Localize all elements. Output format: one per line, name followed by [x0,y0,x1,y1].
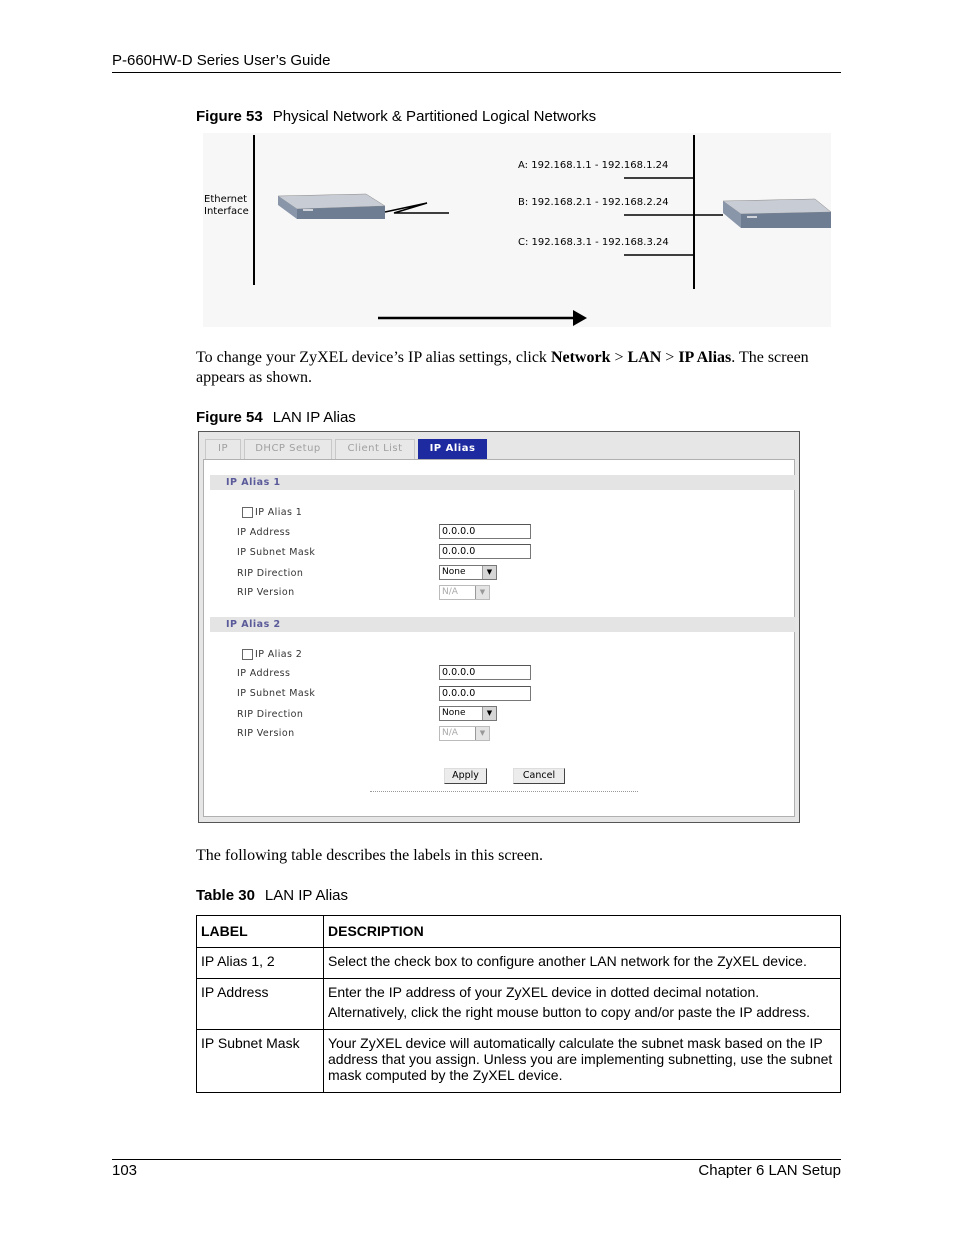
column-header-label: LABEL [197,916,324,948]
network-a-label: A: 192.168.1.1 - 192.168.1.24 [518,160,669,171]
lan-ip-alias-screen [198,431,800,823]
row-description [324,948,841,979]
row-description [324,1030,841,1093]
description-text: Your ZyXEL device will automatically calculate the subnet mask based on the IP address that you assign. Unless you are implementing subnetting, use the subnet mask computed by the ZyXEL device. [328,1035,833,1083]
running-header: P-660HW-D Series User’s Guide [112,52,331,69]
ip-alias-2-checkbox[interactable] [242,649,253,660]
ip-alias-1-ip-address-input[interactable]: 0.0.0.0 [439,524,531,539]
tab-ip-alias[interactable]: IP Alias [418,439,487,460]
figure-54-label: Figure 54 [196,409,263,426]
ip-alias-panel [203,459,795,817]
intro-paragraph [196,348,841,388]
table-intro-text: The following table describes the labels in this screen. [196,847,544,864]
menu-ip-alias: IP Alias [678,349,732,366]
ip-alias-2-checkbox-label: IP Alias 2 [255,649,303,660]
figure-53-title: Physical Network & Partitioned Logical Networks [272,108,597,125]
right-router-icon [723,199,831,228]
ip-address-label: IP Address [237,668,291,679]
page-number: 103 [112,1162,138,1179]
row-label: IP Alias 1, 2 [197,948,324,979]
ip-alias-2-ip-address-input[interactable]: 0.0.0.0 [439,665,531,680]
header-rule [112,72,841,73]
ip-alias-2-rip-direction-select[interactable] [439,706,497,721]
rip-version-label: RIP Version [237,728,295,739]
column-header-description: DESCRIPTION [324,916,841,948]
rip-version-label: RIP Version [237,587,295,598]
apply-button[interactable]: Apply [444,768,487,784]
chevron-down-icon: ▼ [482,566,496,579]
table-30-label: Table 30 [196,887,255,904]
chevron-down-icon: ▼ [482,707,496,720]
ip-subnet-mask-label: IP Subnet Mask [237,547,316,558]
section-ip-alias-2: IP Alias 2 [210,617,795,632]
network-c-label: C: 192.168.3.1 - 192.168.3.24 [518,237,669,248]
table-row [197,948,841,979]
row-label: IP Address [197,979,324,1030]
intro-text: To change your ZyXEL device’s IP alias settings, click [196,349,551,366]
table-row [197,979,841,1030]
rip-direction-label: RIP Direction [237,709,304,720]
chevron-down-icon: ▼ [475,586,489,599]
rip-version-value: N/A [442,587,458,597]
ip-alias-1-rip-direction-select[interactable] [439,565,497,580]
button-divider [370,791,638,792]
figure-53-label: Figure 53 [196,108,263,125]
ip-alias-1-checkbox[interactable] [242,507,253,518]
figure-54-title: LAN IP Alias [272,409,356,426]
ip-alias-1-rip-version-select[interactable] [439,585,490,600]
network-diagram-svg [203,133,831,327]
table-header-row [197,916,841,948]
network-diagram [203,133,831,327]
tab-client-list[interactable]: Client List [335,439,415,459]
ip-alias-1-checkbox-label: IP Alias 1 [255,507,303,518]
rip-version-value: N/A [442,728,458,738]
figure-53-caption [196,108,596,125]
ip-alias-1-subnet-mask-input[interactable]: 0.0.0.0 [439,544,531,559]
rip-direction-value: None [442,708,466,718]
table-30-title: LAN IP Alias [264,887,349,904]
ethernet-label-line2: Interface [204,206,249,217]
label-description-table [196,915,841,1093]
description-text: Alternatively, click the right mouse button to copy and/or paste the IP address. [328,1004,810,1020]
ethernet-interface-label [204,194,249,218]
tab-ip[interactable]: IP [205,439,241,459]
description-text: Enter the IP address of your ZyXEL device in dotted decimal notation. [328,984,760,1000]
network-b-label: B: 192.168.2.1 - 192.168.2.24 [518,197,669,208]
ethernet-label-line1: Ethernet [204,194,248,205]
intro-sep: > [610,349,628,366]
figure-54-caption [196,409,356,426]
intro-text-end: . The screen appears as shown. [196,349,809,386]
rip-direction-label: RIP Direction [237,568,304,579]
ip-alias-2-subnet-mask-input[interactable]: 0.0.0.0 [439,686,531,701]
footer-rule [112,1159,841,1160]
cancel-button[interactable]: Cancel [513,768,565,784]
section-ip-alias-1: IP Alias 1 [210,475,795,490]
row-description [324,979,841,1030]
left-router-icon [278,194,385,219]
menu-network: Network [550,349,611,366]
menu-lan: LAN [627,349,662,366]
ip-address-label: IP Address [237,527,291,538]
intro-sep: > [661,349,679,366]
ip-alias-2-rip-version-select[interactable] [439,726,490,741]
description-text: Select the check box to configure another LAN network for the ZyXEL device. [328,953,807,969]
chevron-down-icon: ▼ [475,727,489,740]
row-label: IP Subnet Mask [197,1030,324,1093]
table-30-caption [196,887,348,904]
tab-dhcp-setup[interactable]: DHCP Setup [244,439,332,459]
chapter-title: Chapter 6 LAN Setup [698,1162,841,1179]
ip-subnet-mask-label: IP Subnet Mask [237,688,316,699]
table-row [197,1030,841,1093]
rip-direction-value: None [442,567,466,577]
